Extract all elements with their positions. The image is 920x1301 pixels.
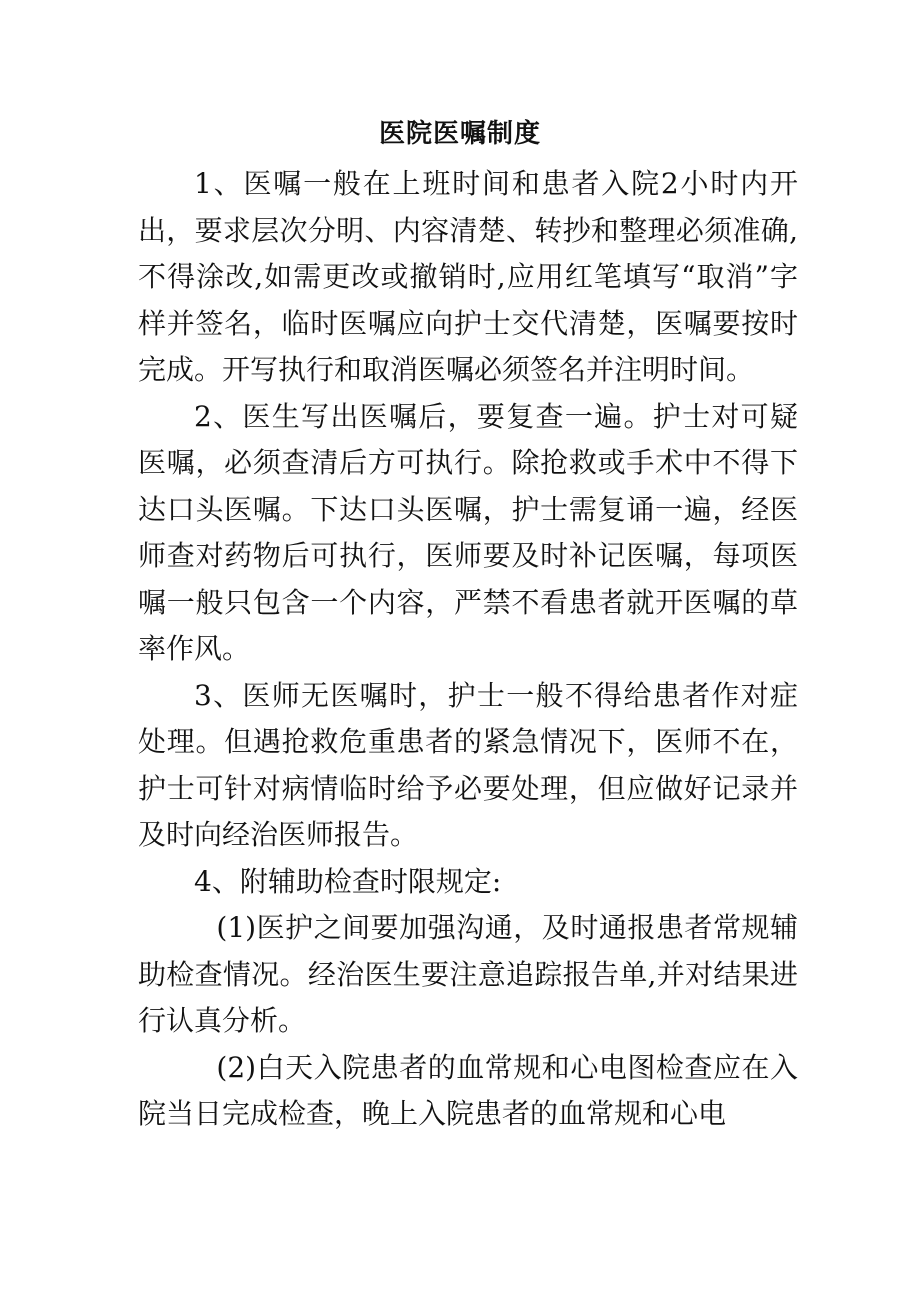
paragraph-4: 4、附辅助检查时限规定: — [194, 864, 502, 898]
paragraph-2: 2、医生写出医嘱后，要复查一遍。护士对可疑医嘱，必须查清后方可执行。除抢救或手术中不得下达口头医嘱。下达口头医嘱，护士需复诵一遍，经医师查对药物后可执行，医师要及时补记医嘱，每项医嘱一般只包含一个内容，严禁不看患者就开医嘱的草率作风。 — [138, 399, 798, 665]
document-title: 医院医嘱制度 — [378, 119, 541, 149]
paragraph-3: 3、医师无医嘱时，护士一般不得给患者作对症处理。但遇抢救危重患者的紧急情况下，医师不在，护士可针对病情临时给予必要处理，但应做好记录并及时向经治医师报告。 — [138, 678, 798, 851]
paragraph-1: 1、医嘱一般在上班时间和患者入院2小时内开出，要求层次分明、内容清楚、转抄和整理必须准确,不得涂改,如需更改或撤销时,应用红笔填写“取消”字样并签名，临时医嘱应向护士交代清楚，医嘱要按时完成。开写执行和取消医嘱必须签名并注明时间。 — [138, 167, 798, 386]
sub-item-1: (1)医护之间要加强沟通，及时通报患者常规辅助检查情况。经治医生要注意追踪报告单,并对结果进行认真分析。 — [138, 911, 798, 1037]
sub-item-2: (2)白天入院患者的血常规和心电图检查应在入院当日完成检查，晚上入院患者的血常规和心电 — [138, 1050, 798, 1130]
document-body — [138, 161, 798, 1138]
